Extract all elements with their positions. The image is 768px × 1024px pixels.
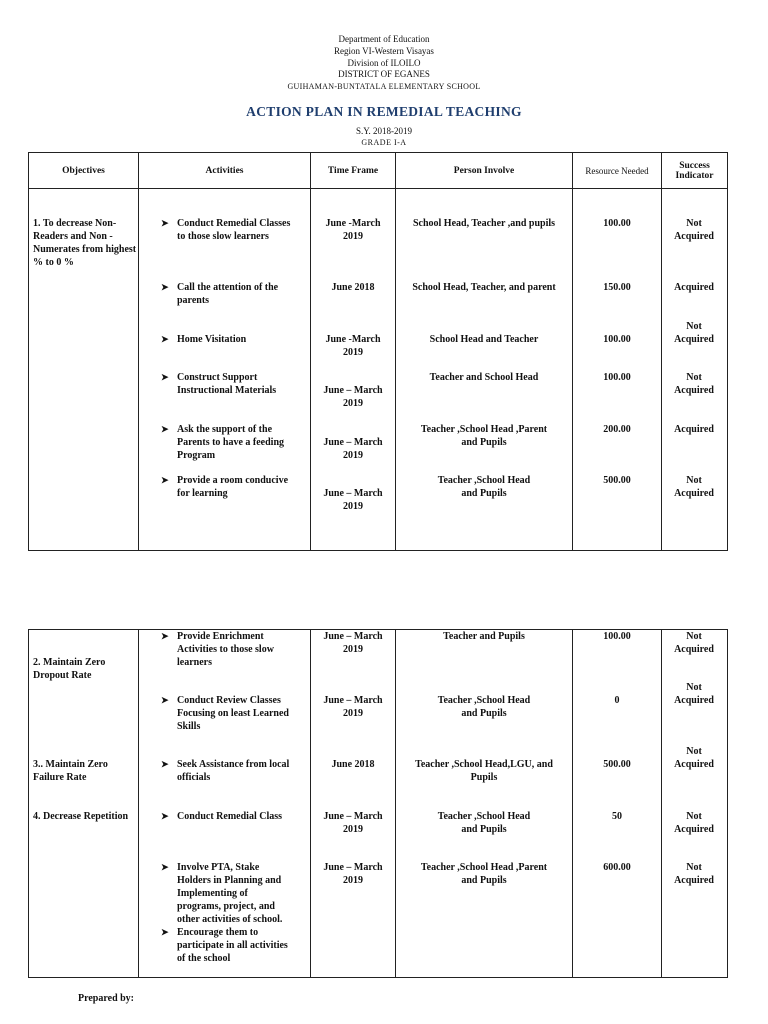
time-frame-text: June – March 2019 <box>323 862 383 886</box>
resource-value: 600.00 <box>603 862 631 873</box>
document-header <box>0 34 768 93</box>
list-item <box>161 423 293 462</box>
person-text: Teacher ,School Head ,Parent and Pupils <box>420 862 548 886</box>
resource-value: 150.00 <box>603 282 631 293</box>
arrow-bullet-icon: ➤ <box>161 759 169 769</box>
resource-value: 0 <box>614 695 620 706</box>
time-frame-text: June – March 2019 <box>323 437 383 461</box>
objectives-cell <box>29 189 139 551</box>
indicator-text: Not Acquired <box>674 811 714 835</box>
person-text: Teacher ,School Head and Pupils <box>437 695 531 719</box>
activity-text: Construct Support Instructional Materials <box>177 372 277 396</box>
time-frame-text: June – March 2019 <box>323 488 383 512</box>
activity-text: Conduct Review Classes Focusing on least Learned Skills <box>177 695 289 732</box>
arrow-bullet-icon: ➤ <box>161 862 169 872</box>
person-text: School Head, Teacher ,and pupils <box>412 218 556 229</box>
list-item <box>161 694 297 733</box>
arrow-bullet-icon: ➤ <box>161 475 169 485</box>
resource-value: 500.00 <box>603 759 631 770</box>
list-item <box>161 861 293 926</box>
resource-value: 50 <box>612 811 622 822</box>
indicator-text: Not Acquired <box>674 321 714 345</box>
arrow-bullet-icon: ➤ <box>161 334 169 344</box>
arrow-bullet-icon: ➤ <box>161 372 169 382</box>
column-header-resource-needed: Resource Needed <box>573 153 662 189</box>
activity-text: Involve PTA, Stake Holders in Planning and Implementing of programs, project, and other activities of school. <box>177 862 283 925</box>
school-name: GUIHAMAN-BUNTATALA ELEMENTARY SCHOOL <box>287 82 481 92</box>
time-frame-text: June – March 2019 <box>323 811 383 835</box>
list-item <box>161 333 293 346</box>
resource-value: 100.00 <box>603 631 631 642</box>
column-header-activities: Activities <box>139 153 311 189</box>
table-body-row <box>29 630 728 978</box>
indicator-text: Acquired <box>674 424 714 435</box>
list-item <box>161 217 293 243</box>
action-plan-table-1 <box>28 152 728 551</box>
division-line: Division of ILOILO <box>347 57 421 68</box>
indicator-text: Not Acquired <box>674 475 714 499</box>
objective-text: 2. Maintain Zero Dropout Rate <box>33 657 106 681</box>
activity-text: Conduct Remedial Classes to those slow learners <box>177 218 291 242</box>
time-frame-text: June 2018 <box>331 282 375 293</box>
time-frame-cell <box>311 630 396 978</box>
time-frame-text: June – March 2019 <box>323 631 383 655</box>
activity-text: Provide a room conducive for learning <box>177 475 289 499</box>
table-body-row <box>29 189 728 551</box>
column-header-objectives: Objectives <box>29 153 139 189</box>
activity-text: Ask the support of the Parents to have a feeding Program <box>177 424 285 461</box>
person-text: Teacher and Pupils <box>443 631 525 642</box>
person-involve-cell <box>396 630 573 978</box>
indicator-text: Not Acquired <box>674 631 714 655</box>
time-frame-cell <box>311 189 396 551</box>
objective-text: 4. Decrease Repetition <box>33 811 129 822</box>
arrow-bullet-icon: ➤ <box>161 695 169 705</box>
person-involve-cell <box>396 189 573 551</box>
list-item <box>161 474 297 500</box>
person-text: Teacher and School Head <box>429 372 539 383</box>
list-item <box>161 926 293 965</box>
document-title: ACTION PLAN IN REMEDIAL TEACHING <box>246 104 522 119</box>
arrow-bullet-icon: ➤ <box>161 424 169 434</box>
column-header-person-involve: Person Involve <box>396 153 573 189</box>
resource-needed-cell <box>573 189 662 551</box>
list-item <box>161 810 297 823</box>
activity-text: Encourage them to participate in all activities of the school <box>177 927 288 964</box>
activity-text: Provide Enrichment Activities to those slow learners <box>177 631 274 668</box>
activity-text: Call the attention of the parents <box>177 282 279 306</box>
resource-needed-cell <box>573 630 662 978</box>
prepared-by-label: Prepared by: <box>78 993 135 1004</box>
activities-cell <box>139 630 311 978</box>
time-frame-text: June -March 2019 <box>325 218 381 242</box>
indicator-text: Acquired <box>674 282 714 293</box>
action-plan-table-2 <box>28 629 728 978</box>
arrow-bullet-icon: ➤ <box>161 927 169 937</box>
person-text: School Head and Teacher <box>429 334 539 345</box>
arrow-bullet-icon: ➤ <box>161 631 169 641</box>
arrow-bullet-icon: ➤ <box>161 282 169 292</box>
success-indicator-cell <box>662 630 728 978</box>
indicator-text: Not Acquired <box>674 862 714 886</box>
list-item <box>161 630 293 669</box>
time-frame-text: June 2018 <box>331 759 375 770</box>
person-text: School Head, Teacher, and parent <box>412 282 556 293</box>
success-indicator-cell <box>662 189 728 551</box>
grade-level: GRADE I-A <box>361 138 407 147</box>
arrow-bullet-icon: ➤ <box>161 811 169 821</box>
resource-value: 100.00 <box>603 218 631 229</box>
objectives-cell <box>29 630 139 978</box>
person-text: Teacher ,School Head and Pupils <box>437 811 531 835</box>
resource-value: 200.00 <box>603 424 631 435</box>
indicator-text: Not Acquired <box>674 372 714 396</box>
activity-text: Conduct Remedial Class <box>177 811 283 822</box>
column-header-time-frame: Time Frame <box>311 153 396 189</box>
list-item <box>161 371 293 397</box>
department-line: Department of Education <box>338 34 430 44</box>
resource-value: 100.00 <box>603 334 631 345</box>
indicator-text: Not Acquired <box>674 218 714 242</box>
arrow-bullet-icon: ➤ <box>161 218 169 228</box>
list-item <box>161 758 293 784</box>
column-header-success-indicator: Success Indicator <box>662 153 728 189</box>
activity-text: Home Visitation <box>177 334 247 345</box>
indicator-text: Not Acquired <box>674 746 714 770</box>
time-frame-text: June – March 2019 <box>323 695 383 719</box>
school-year: S.Y. 2018-2019 <box>355 126 413 136</box>
region-line: Region VI-Western Visayas <box>334 45 434 56</box>
table-header-row <box>29 153 728 189</box>
person-text: Teacher ,School Head ,Parent and Pupils <box>420 424 548 448</box>
objective-text: 1. To decrease Non-Readers and Non - Numerates from highest % to 0 % <box>33 218 137 268</box>
district-line: DISTRICT OF EGANES <box>338 69 430 80</box>
activities-cell <box>139 189 311 551</box>
person-text: Teacher ,School Head and Pupils <box>437 475 531 499</box>
time-frame-text: June – March 2019 <box>323 385 383 409</box>
time-frame-text: June -March 2019 <box>325 334 381 358</box>
list-item <box>161 281 293 307</box>
resource-value: 100.00 <box>603 372 631 383</box>
person-text: Teacher ,School Head,LGU, and Pupils <box>415 759 553 783</box>
activity-text: Seek Assistance from local officials <box>177 759 290 783</box>
indicator-text: Not Acquired <box>674 682 714 706</box>
resource-value: 500.00 <box>603 475 631 486</box>
objective-text: 3.. Maintain Zero Failure Rate <box>33 759 108 783</box>
